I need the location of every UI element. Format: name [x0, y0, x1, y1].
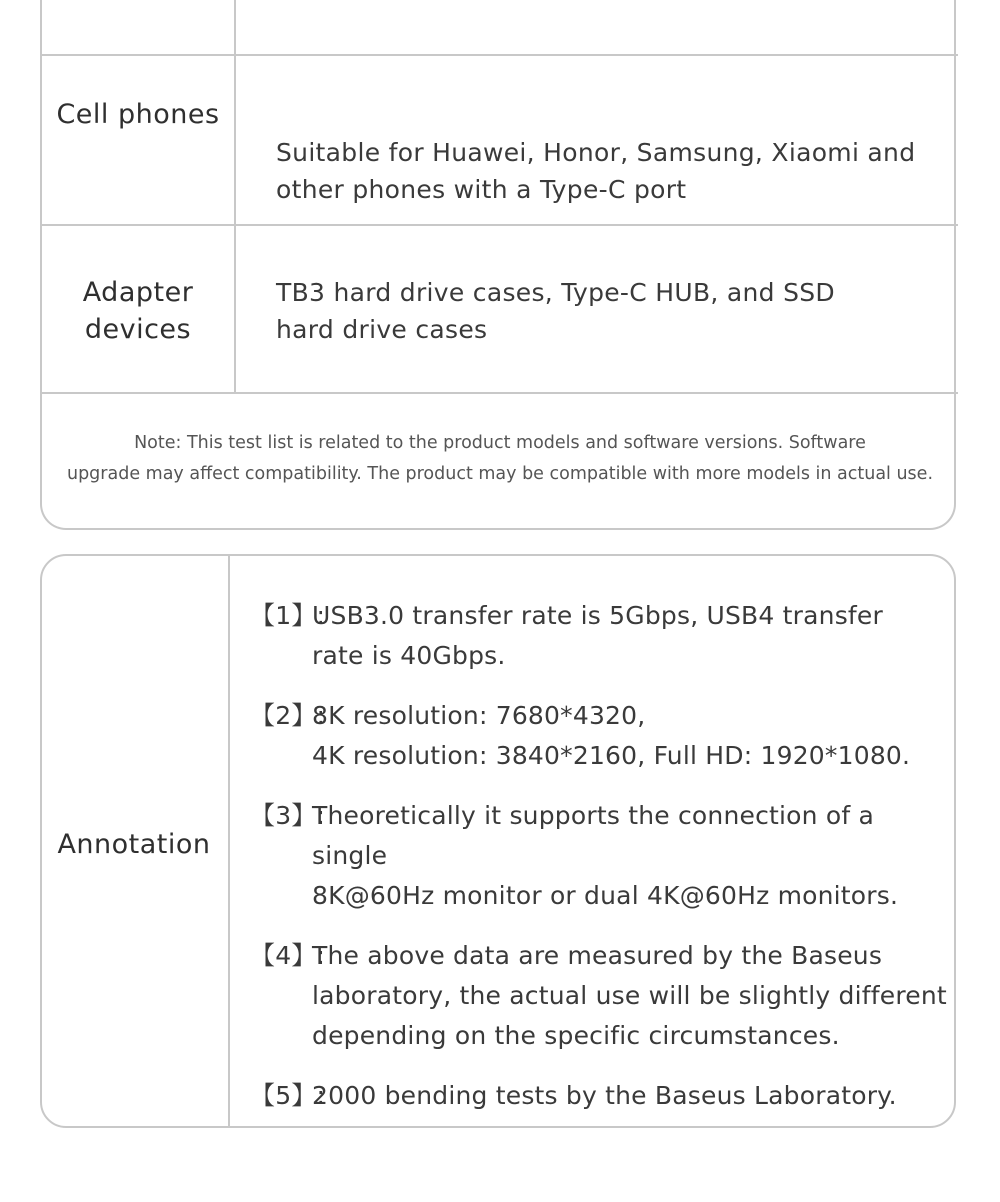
table-row-partial: [42, 0, 958, 56]
annotation-line: 8K@60Hz monitor or dual 4K@60Hz monitors.: [312, 881, 899, 910]
annotation-table: [40, 554, 956, 1128]
annotation-line: depending on the specific circumstances.: [312, 1021, 840, 1050]
table-row-cell-phones: [42, 56, 958, 226]
compatibility-note: [42, 428, 958, 490]
annotation-line: laboratory, the actual use will be slightly different: [312, 981, 947, 1010]
annotation-line: The above data are measured by the Baseus: [312, 941, 883, 970]
annotation-line: 4K resolution: 3840*2160, Full HD: 1920*1080.: [312, 741, 911, 770]
row-value-adapter-devices: [276, 274, 936, 348]
label-cell: [42, 226, 236, 392]
value-line: TB3 hard drive cases, Type-C HUB, and SSD: [276, 278, 835, 307]
annotation-line: Theoretically it supports the connection of a single: [312, 801, 875, 870]
annotation-line: 2000 bending tests by the Baseus Laboratory.: [312, 1081, 897, 1110]
value-line: other phones with a Type-C port: [276, 175, 687, 204]
annotation-item-3: [250, 796, 950, 916]
row-label-cell-phones: Cell phones: [56, 99, 220, 130]
value-line: hard drive cases: [276, 315, 488, 344]
note-line: upgrade may affect compatibility. The product may be compatible with more models in actual use.: [66, 464, 934, 484]
annotation-line: USB3.0 transfer rate is 5Gbps, USB4 transfer: [312, 601, 883, 630]
note-line: Note: This test list is related to the product models and software versions. Software: [134, 433, 866, 453]
label-cell: [42, 0, 236, 54]
annotation-item-4: [250, 936, 950, 1056]
annotation-line: 8K resolution: 7680*4320,: [312, 701, 646, 730]
annotation-marker: 【2】:: [250, 701, 326, 730]
compatibility-table: [40, 0, 956, 530]
annotation-line: rate is 40Gbps.: [312, 641, 506, 670]
annotation-item-2: [250, 696, 950, 776]
value-cell: [236, 0, 958, 54]
label-cell: [42, 56, 236, 224]
row-value-cell-phones: [276, 134, 936, 208]
annotation-label: Annotation: [57, 829, 211, 860]
table-row-adapter-devices: [42, 226, 958, 394]
value-line: Suitable for Huawei, Honor, Samsung, Xiaomi and: [276, 138, 916, 167]
annotation-item-1: [250, 596, 950, 676]
value-cell: [236, 226, 958, 392]
label-cell: [42, 556, 230, 1126]
annotation-list: [250, 596, 950, 1136]
label-line: devices: [84, 314, 192, 345]
annotation-marker: 【1】:: [250, 601, 326, 630]
annotation-marker: 【5】:: [250, 1081, 326, 1110]
row-label-adapter-devices: [42, 274, 234, 348]
value-cell: [236, 56, 958, 224]
annotation-marker: 【4】:: [250, 941, 326, 970]
annotation-marker: 【3】:: [250, 801, 326, 830]
label-line: Adapter: [82, 277, 194, 308]
annotation-item-5: [250, 1076, 950, 1116]
